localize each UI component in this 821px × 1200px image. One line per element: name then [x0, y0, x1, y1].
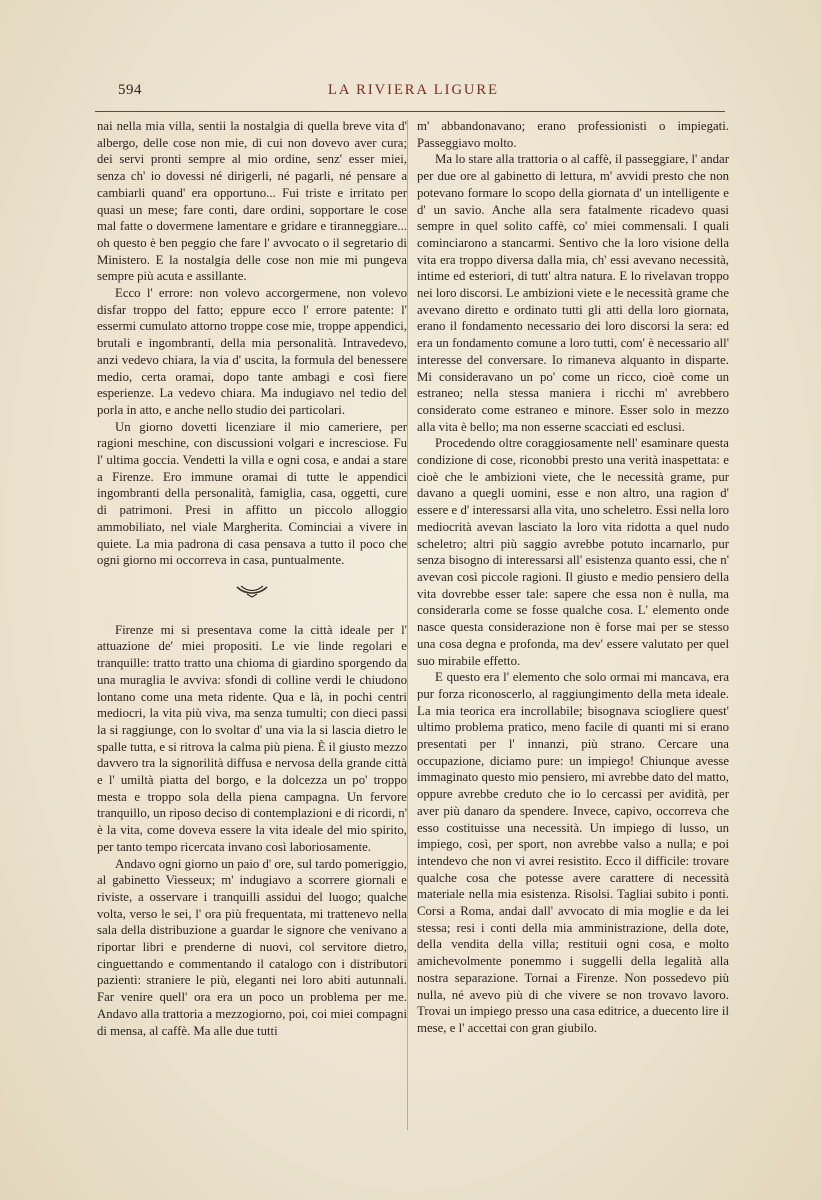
paragraph: Andavo ogni giorno un paio d' ore, sul tardo pomeriggio, al gabinetto Viesseux; m' indugiavo a scorrere giornali e riviste, a osservare i tranquilli assidui del luogo; qualche volta, verso le sei, l' ora più frequentata, mi trattenevo nella sala della distribuzione a guardar le signore che venivano a riportar libri e prenderne di nuovi, col servitore dietro, cinguettando e commentando il catalogo con i distributori pazienti: straniere le più, eleganti nei loro abiti autunnali. Far venire quell' ora era un poco un problema per me. Andavo alla trattoria a mezzogiorno, poi, coi miei compagni di mensa, al caffè. Ma alle due tutti — [97, 856, 407, 1038]
right-column — [417, 118, 729, 1037]
paragraph: nai nella mia villa, sentii la nostalgia di quella breve vita d' albergo, delle cose non mie, di cui non dovevo aver cura; dei servi pronti sempre al mio ordine, senz' esser miei, senza ch' io dovessi né dirigerli, né pagarli, né pensare a cambiarli quand' era opportuno... Fui triste e irritato per quasi un mese; fare conti, dare ordini, sopportare le cose mal fatte o dovermene lamentare e gridare e tiranneggiare... oh questo è ben peggio che fare l' avvocato o il segretario di Ministero. E la nostalgia delle cose non mie mi pungeva sempre più acuta e assillante. — [97, 119, 407, 284]
paragraph: Firenze mi si presentava come la città ideale per l' attuazione de' miei propositi. Le vie linde regolari e tranquille: tratto tratto una chioma di giardino sporgendo da una muraglia le avviva: sfondi di colline verdi le chiudono lontano come una meta ridente. Qua e là, in pochi centri mediocri, la vita più viva, ma senza tumulti; con dieci passi la si raggiunge, con lo svoltar d' una via la si lascia dietro le spalle tutta, e si ritrova la calma più piena. È il giusto mezzo davvero tra la signorilità diffusa e nervosa della grande città e l' umiltà piatta del borgo, e la dolcezza un po' troppo mesta e troppo sola della piena campagna. Un fervore tranquillo, un riposo deciso di contemplazioni e di ricordi, n' è la vita, come doveva essere la vita ideale del mio spirito, per tanto tempo ricercata invano così laboriosamente. — [97, 622, 407, 854]
page-header — [118, 82, 718, 104]
fleuron-ornament-icon — [235, 586, 269, 603]
paragraph: m' abbandonavano; erano professionisti o impiegati. Passeggiavo molto. — [417, 119, 729, 150]
journal-title: LA RIVIERA LIGURE — [328, 82, 499, 98]
header-rule — [95, 111, 725, 112]
paragraph: E questo era l' elemento che solo ormai mi mancava, era pur forza riconoscerlo, al raggiungimento della meta ideale. La mia teorica era incrollabile; bisognava sciogliere quest' ultimo problema pratico, meno facile di quanti mi si erano presentati per l' innanzi, più strano. Cercare una occupazione, diciamo pure: un impiego! Chiunque avesse immaginato questo mio pensiero, mi avrebbe dato del matto, oppure avrebbe creduto che io lo cercassi per avidità, per aver più danaro da spendere. Invece, capivo, occorreva che esso costituisse una necessità. Un impiego di lusso, un impiego, così, per sport, non avrebbe valso a nulla; e poi intendevo che non vi avrei resistito. Ecco il difficile: trovare qualche cosa che potesse avere carattere di necessità materiale nella mia esistenza. Risolsi. Tagliai subito i ponti. Corsi a Roma, andai dall' avvocato di mia moglie e da lei stessa; resi i conti della mia amministrazione, della dote, della vendita della villa; restituii ogni cosa, e molto amichevolmente ponemmo i suggelli della legalità alla nostra separazione. Tornai a Firenze. Non possedevo più nulla, né avevo più di che vivere se non trovavo lavoro. Trovai un impiego presso una casa editrice, a duecento lire il mese, e l' accettai con gran giubilo. — [417, 670, 729, 1035]
column-rule — [407, 120, 408, 1130]
paragraph: Ecco l' errore: non volevo accorgermene, non volevo disfar troppo del fatto; eppure ecco l' errore patente: l' essermi cumulato attorno troppe cose mie, troppe appendici, brutali e ingombranti, della mia personalità. Intravedevo, anzi vedevo chiara, la via d' uscita, la formula del benessere medio, certa oramai, dopo tante ambagi e così fiere esperienze. La vedevo chiara. Ma indugiavo nel tedio del porla in atto, e anche nello studio dei particolari. — [97, 286, 407, 417]
section-divider — [97, 583, 407, 604]
page-number: 594 — [118, 82, 142, 98]
paragraph: Un giorno dovetti licenziare il mio cameriere, per ragioni meschine, con discussioni volgari e incresciose. Fu l' ultima goccia. Vendetti la villa e ogni cosa, e andai a stare a Firenze. Ero immune oramai di tutte le appendici ingombranti della personalità, famiglia, casa, oggetti, cure di patrimoni. Presi in affitto un piccolo alloggio ammobiliato, nel viale Margherita. Cominciai a vivere in quiete. La mia padrona di casa pensava a tutto il poco che ogni giorno mi occorreva in casa, puntualmente. — [97, 419, 407, 568]
paragraph: Ma lo stare alla trattoria o al caffè, il passeggiare, l' andar per due ore al gabinetto di lettura, m' avvidi presto che non potevano formare lo scopo della giornata d' un intelligente e d' un savio. Anche alla sera fatalmente ricadevo quasi sempre in quel solito caffè, co' miei commensali. I quali cominciarono a stancarmi. Sentivo che la loro visione della vita era troppo diversa dalla mia, ch' essi avevano necessità, intime ed esteriori, di tutt' altra natura. E lo rivelavan troppo nei loro discorsi. Le ambizioni viete e le necessità grame che avevano diretto e ordinato tutti gli atti della loro giornata, erano il fondamento necessario dei loro discorsi la sera: ed era un fondamento comune a loro tutti, com' è necessario all' interesse del conversare. Io rimaneva alquanto in disparte. Mi consideravano un po' come un ricco, cioè come un estraneo; nella stessa maniera i ricchi m' avrebbero considerato come estraneo e minore. Esser solo in mezzo alla vita è bello; ma non esserne scacciati ed esclusi. — [417, 152, 729, 434]
paragraph: Procedendo oltre coraggiosamente nell' esaminare questa condizione di cose, riconobbi presto una verità inaspettata: e cioè che le ambizioni viete, che le necessità grame, pur davano a quegli uomini, esse e non altro, una ragion d' essere e d' interessarsi alla vita, uno scheletro. Essi nella loro mediocrità avevan lasciato la loro vita ridotta a quel nudo scheletro; altri più saggio avrebbe potuto incarnarlo, pur senza bisogno di interessarsi all' esistenza quanto essi, che n' avevan così piccole ragioni. Il giusto e medio pensiero della vita dovrebbe esser tale: sapere che essa non è nulla, ma considerarla come se fosse qualche cosa. L' elemento onde nasce questa considerazione non è forse mai per se stesso una cosa degna e profonda, ma dev' essere valutato per quel suo mirabile effetto. — [417, 436, 729, 668]
left-column — [97, 118, 407, 1039]
